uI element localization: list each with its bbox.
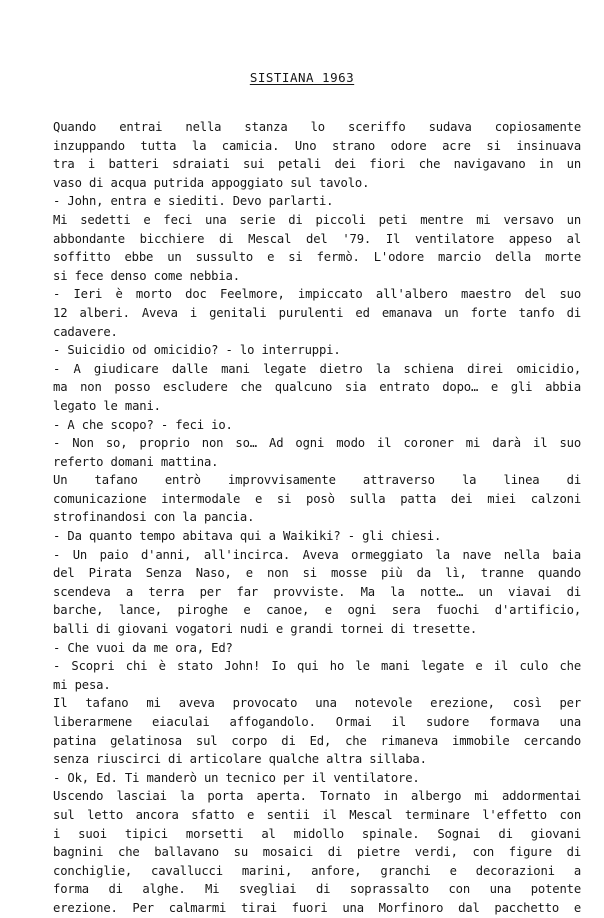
text-line: - Da quanto tempo abitava qui a Waikiki? - gli chiesi. (53, 529, 442, 544)
text-line: balli di giovani vogatori nudi e grandi tornei di tresette. (53, 622, 478, 637)
text-line: referto domani mattina. (53, 454, 219, 469)
text-line: ma non posso escludere che qualcuno sia entrato dopo… e gli abbia (53, 380, 581, 395)
text-line: - Ok, Ed. Ti manderò un tecnico per il ventilatore. (53, 770, 420, 785)
text-line: tra i batteri sdraiati sui petali dei fiori che navigavano in un (53, 157, 581, 172)
text-line: erezione. Per calmarmi tirai fuori una Morfinoro dal pacchetto e (53, 900, 581, 915)
text-line: - Ieri è morto doc Feelmore, impiccato all'albero maestro del suo (53, 287, 581, 302)
text-line: sul letto ancora sfatto e sentii il Mescal terminare l'effetto con (53, 807, 581, 822)
text-line: patina gelatinosa sul corpo di Ed, che rimaneva immobile cercando (53, 733, 581, 748)
text-line: soffitto ebbe un sussulto e si fermò. L'odore marcio della morte (53, 250, 581, 265)
text-line: bagnini che ballavano su mosaici di pietre verdi, con figure di (53, 845, 581, 860)
text-line: abbondante bicchiere di Mescal del '79. Il ventilatore appeso al (53, 231, 581, 246)
body-text (53, 118, 581, 918)
text-line: Il tafano mi aveva provocato una notevole erezione, così per (53, 696, 581, 711)
text-line: conchiglie, cavallucci marini, anfore, granchi e decorazioni a (53, 863, 581, 878)
text-line: - Non so, proprio non so… Ad ogni modo il coroner mi darà il suo (53, 436, 581, 451)
text-line: barche, lance, piroghe e canoe, e ogni sera fuochi d'artificio, (53, 603, 581, 618)
text-line: scendeva a terra per far provviste. Ma la notte… un viavai di (53, 584, 581, 599)
text-line: - John, entra e siediti. Devo parlarti. (53, 194, 334, 209)
text-line: Mi sedetti e feci una serie di piccoli peti mentre mi versavo un (53, 212, 581, 227)
text-line: cadavere. (53, 324, 118, 339)
text-line: Uscendo lasciai la porta aperta. Tornato in albergo mi addormentai (53, 789, 581, 804)
text-line: - Che vuoi da me ora, Ed? (53, 640, 233, 655)
text-line: - A giudicare dalle mani legate dietro la schiena direi omicidio, (53, 361, 581, 376)
text-line: comunicazione intermodale e si posò sulla patta dei miei calzoni (53, 491, 581, 506)
text-line: 12 alberi. Aveva i genitali purulenti ed emanava un forte tanfo di (53, 305, 581, 320)
text-line: Un tafano entrò improvvisamente attraverso la linea di (53, 473, 581, 488)
text-line: - Un paio d'anni, all'incirca. Aveva ormeggiato la nave nella baia (53, 547, 581, 562)
text-line: forma di alghe. Mi svegliai di soprassalto con una potente (53, 882, 581, 897)
text-line: si fece denso come nebbia. (53, 268, 240, 283)
text-line: - A che scopo? - feci io. (53, 417, 233, 432)
text-line: strofinandosi con la pancia. (53, 510, 255, 525)
text-line: mi pesa. (53, 677, 111, 692)
text-line: i suoi tipici morsetti al midollo spinale. Sognai di giovani (53, 826, 581, 841)
text-line: liberarmene eiaculai affogandolo. Ormai il sudore formava una (53, 715, 581, 729)
page-title (0, 70, 604, 85)
text-line: - Suicidio od omicidio? - lo interruppi. (53, 343, 341, 358)
text-line: Quando entrai nella stanza lo sceriffo sudava copiosamente (53, 120, 581, 134)
text-line: del Pirata Senza Naso, e non si mosse più da lì, tranne quando (53, 566, 581, 581)
page-title-text: SISTIANA 1963 (249, 70, 355, 85)
text-line: inzuppando tutta la camicia. Uno strano odore acre si insinuava (53, 138, 581, 153)
text-line: vaso di acqua putrida appoggiato sul tavolo. (53, 175, 370, 190)
text-line: legato le mani. (53, 398, 161, 413)
text-line: - Scopri chi è stato John! Io qui ho le mani legate e il culo che (53, 659, 581, 674)
text-line: senza riuscirci di articolare qualche altra sillaba. (53, 752, 427, 767)
